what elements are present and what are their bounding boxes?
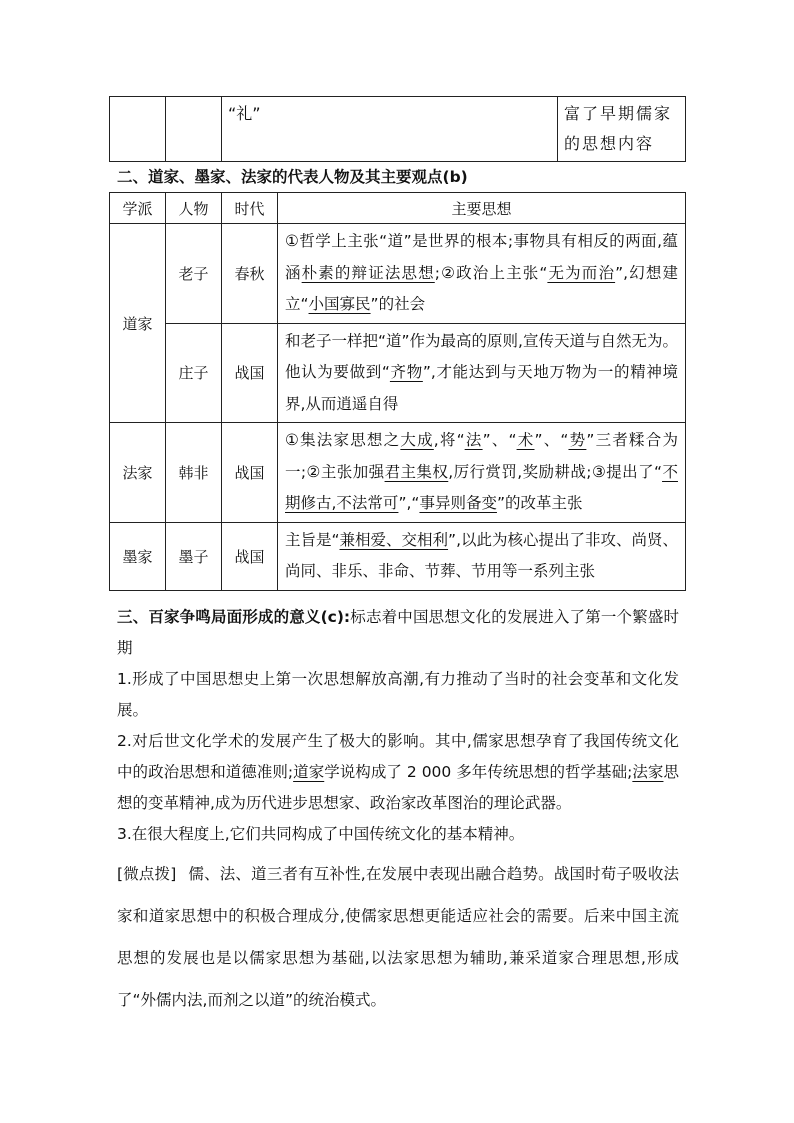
text: ;②政治上主张“ — [434, 263, 548, 282]
underlined-text: 朴素的辩证法思想 — [301, 263, 435, 282]
thought-zhuangzi — [278, 323, 686, 423]
section3-point-1: 1.形成了中国思想史上第一次思想解放高潮,有力推动了当时的社会变革和文化发展。 — [117, 670, 679, 719]
underlined-text: 法家 — [632, 763, 664, 781]
table-cell-empty — [110, 97, 166, 162]
text: 主旨是“ — [285, 530, 340, 549]
thought-mozi — [278, 522, 686, 590]
text: ”、“ — [534, 431, 569, 449]
thought-laozi — [278, 224, 686, 324]
underlined-text: 势 — [568, 431, 587, 449]
text: ①哲学上主张“道”是世界的根本;事物具有相反的两面,蕴涵 — [285, 232, 678, 282]
table-row — [110, 224, 686, 324]
underlined-text: 术 — [516, 431, 535, 449]
text: 2.对后世文化学术的发展产生了极大的影响。其中,儒家思想孕育了我国传统文化中的政治思想和道德准则; — [117, 732, 679, 781]
note-tag: [微点拨] — [117, 865, 177, 883]
header-person: 人物 — [166, 193, 222, 224]
person-zhuangzi: 庄子 — [166, 323, 222, 423]
underlined-text: 兼相爱、交相利 — [339, 530, 449, 549]
schools-table — [109, 192, 686, 591]
text: ”,“ — [398, 494, 420, 512]
table-row — [110, 522, 686, 590]
school-daojia: 道家 — [110, 224, 166, 423]
header-school: 学派 — [110, 193, 166, 224]
content-text: 富了早期儒家的思想内容 — [564, 104, 673, 153]
text: ,将“ — [433, 431, 465, 449]
weidianbo-note — [117, 853, 679, 1021]
underlined-text: 无为而治 — [547, 263, 616, 282]
person-laozi: 老子 — [166, 224, 222, 324]
person-mozi: 墨子 — [166, 522, 222, 590]
era-laozi: 春秋 — [222, 224, 278, 324]
note-text: 儒、法、道三者有互补性,在发展中表现出融合趋势。战国时荀子吸收法家和道家思想中的积极合理成分,使儒家思想更能适应社会的需要。后来中国主流思想的发展也是以儒家思想为基础,以法家思想为辅助,兼采道家合理思想,形成了“外儒内法,而剂之以道”的统治模式。 — [117, 865, 679, 1009]
li-text: “礼” — [228, 104, 261, 123]
underlined-text: 小国寡民 — [308, 295, 371, 313]
text: ”,以此为核心提出了非攻、尚贤、尚同、非乐、非命、节葬、节用等一系列主张 — [285, 530, 679, 580]
underlined-text: 道家 — [293, 763, 325, 781]
text: ”的社会 — [370, 295, 426, 313]
section2-heading: 二、道家、墨家、法家的代表人物及其主要观点(b) — [117, 168, 468, 186]
text: ”,幻想建立“ — [285, 263, 678, 313]
text: ”,才能达到与天地万物为一的精神境界,从而逍遥自得 — [285, 363, 678, 413]
school-mojia: 墨家 — [110, 522, 166, 590]
underlined-text: 君主集权 — [384, 462, 449, 481]
section3-heading-block — [117, 602, 679, 664]
school-fajia: 法家 — [110, 423, 166, 523]
table-cell-empty — [166, 97, 222, 162]
era-hanfei: 战国 — [222, 423, 278, 523]
underlined-text: 大成 — [400, 431, 434, 449]
table-header-row — [110, 193, 686, 224]
text: ”的改革主张 — [496, 494, 583, 512]
text: ”、“ — [482, 431, 517, 449]
table-row — [110, 97, 686, 162]
header-era: 时代 — [222, 193, 278, 224]
continuation-table — [109, 96, 686, 162]
text: ,厉行赏罚,奖励耕战;③提出了“ — [448, 462, 663, 481]
header-thought: 主要思想 — [278, 193, 686, 224]
underlined-text: 事异则备变 — [419, 494, 497, 512]
section3-point-3: 3.在很大程度上,它们共同构成了中国传统文化的基本精神。 — [117, 825, 525, 843]
table-cell-content — [558, 97, 686, 162]
section3-point-2 — [117, 726, 679, 819]
text: 和老子一样把“道”作为最高的原则,宣传天道与自然无为。他认为要做到“ — [285, 331, 678, 381]
underlined-text: 齐物 — [389, 363, 423, 381]
underlined-text: 法 — [464, 431, 483, 449]
text: 思想的变革精神,成为历代进步思想家、政治家改革图治的理论武器。 — [117, 763, 679, 812]
era-mozi: 战国 — [222, 522, 278, 590]
text: ①集法家思想之 — [285, 431, 401, 449]
table-cell-li — [222, 97, 558, 162]
text: ”三者糅合为一;②主张加强 — [285, 431, 678, 481]
table-row — [110, 423, 686, 523]
era-zhuangzi: 战国 — [222, 323, 278, 423]
text: 学说构成了 2 000 多年传统思想的哲学基础; — [324, 763, 633, 781]
section3-heading-rest: 标志着中国思想文化的发展进入了第一个繁盛时期 — [117, 608, 679, 657]
table-row — [110, 323, 686, 423]
underlined-text: 不期修古,不法常可 — [285, 462, 678, 512]
thought-hanfei — [278, 423, 686, 523]
person-hanfei: 韩非 — [166, 423, 222, 523]
section3-heading: 三、百家争鸣局面形成的意义(c): — [117, 608, 351, 626]
